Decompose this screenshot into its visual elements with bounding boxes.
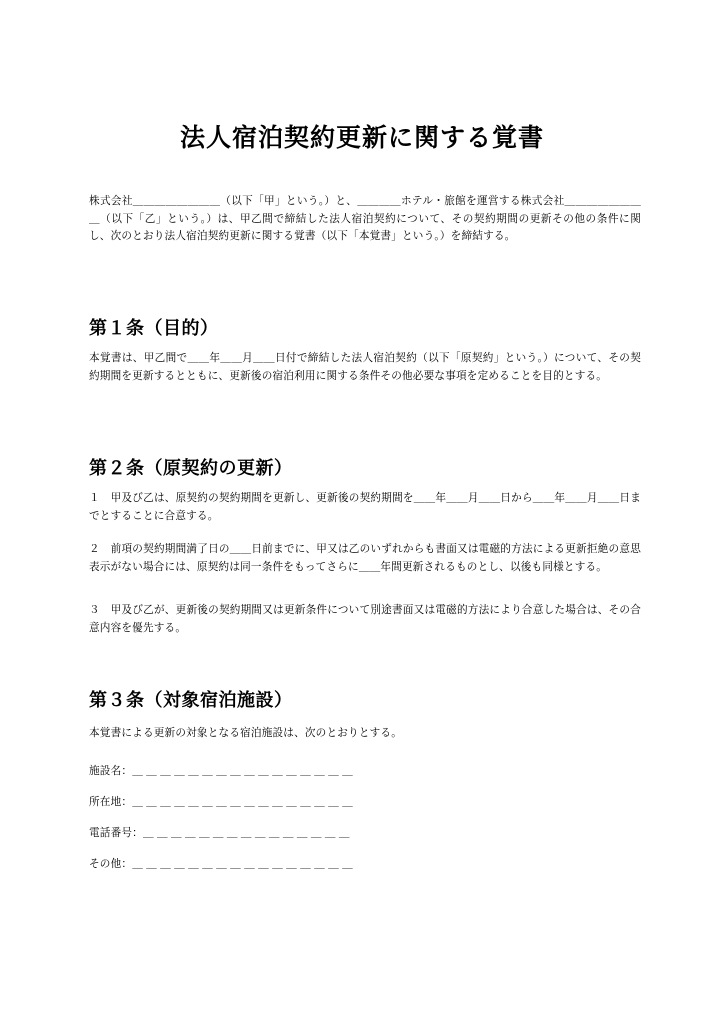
field-blank: ＿＿＿＿＿＿＿＿＿＿＿＿＿＿＿＿ — [132, 796, 357, 808]
article-2-clause-3: ３ 甲及び乙が、更新後の契約期間又は更新条件について別途書面又は電磁的方法により合意した場合は、その合意内容を優先する。 — [89, 604, 641, 634]
field-label: 電話番号： — [89, 827, 143, 839]
intro-paragraph: 株式会社＿＿＿＿＿＿＿＿（以下「甲」という。）と、＿＿＿＿ホテル・旅館を運営する株式会社＿＿＿＿＿＿＿＿（以下「乙」という。）は、甲乙間で締結した法人宿泊契約について、その契約期間の更新その他の条件に関し、次のとおり法人宿泊契約更新に関する覚書（以下「本覚書」という。）を締結する。 — [89, 195, 641, 242]
article-2-clause-2: ２ 前項の契約期間満了日の＿＿日前までに、甲又は乙のいずれからも書面又は電磁的方法による更新拒絶の意思表示がない場合には、原契約は同一条件をもってさらに＿＿年間更新されるものとし、以後も同様とする。 — [89, 543, 641, 573]
field-label: その他： — [89, 858, 133, 870]
article-2-heading: 第２条（原契約の更新） — [89, 458, 293, 479]
article-3-body: 本覚書による更新の対象となる宿泊施設は、次のとおりとする。 — [89, 727, 403, 739]
field-other — [89, 856, 356, 871]
field-phone-number — [89, 825, 353, 840]
article-1-body: 本覚書は、甲乙間で＿＿年＿＿月＿＿日付で締結した法人宿泊契約（以下「原契約」という。）について、その契約期間を更新するとともに、更新後の宿泊利用に関する条件その他必要な事項を定めることを目的とする。 — [89, 352, 641, 382]
article-2-clause-1: １ 甲及び乙は、原契約の契約期間を更新し、更新後の契約期間を＿＿年＿＿月＿＿日から＿＿年＿＿月＿＿日までとすることに合意する。 — [89, 492, 641, 522]
document-title: 法人宿泊契約更新に関する覚書 — [179, 123, 544, 152]
field-facility-name — [89, 763, 356, 778]
field-label: 所在地： — [89, 796, 133, 808]
field-blank: ＿＿＿＿＿＿＿＿＿＿＿＿＿＿＿＿ — [132, 765, 357, 777]
field-address — [89, 794, 356, 809]
field-blank: ＿＿＿＿＿＿＿＿＿＿＿＿＿＿＿ — [142, 827, 353, 839]
field-blank: ＿＿＿＿＿＿＿＿＿＿＿＿＿＿＿＿ — [132, 858, 357, 870]
article-1-heading: 第１条（目的） — [89, 318, 219, 339]
article-3-heading: 第３条（対象宿泊施設） — [89, 690, 293, 711]
field-label: 施設名： — [89, 765, 133, 777]
